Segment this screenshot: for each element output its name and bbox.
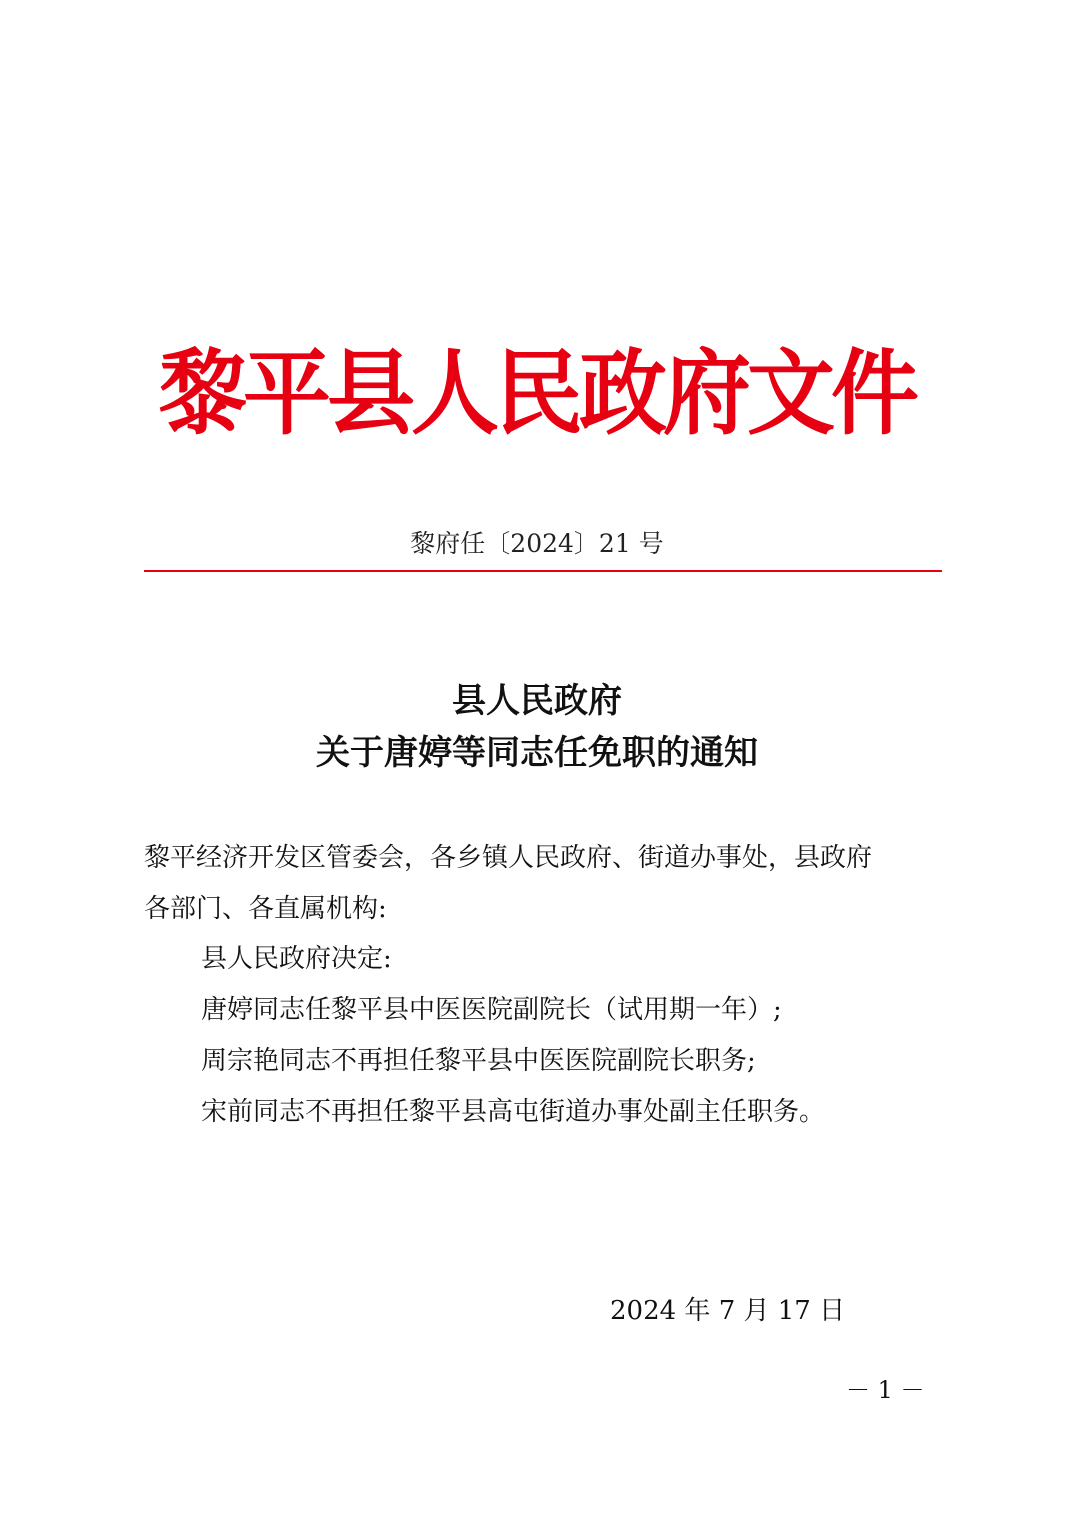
red-divider-line [144,570,942,572]
red-header-title: 黎平县人民政府文件 [158,338,915,448]
appointment-item-3: 宋前同志不再担任黎平县高屯街道办事处副主任职务。 [201,1097,826,1127]
recipients-line1: 黎平经济开发区管委会，各乡镇人民政府、街道办事处，县政府 [144,843,873,873]
issue-date: 2024 年 7 月 17 日 [610,1296,846,1326]
page-number: － 1 － [846,1376,925,1404]
recipients-line2: 各部门、各直属机构: [144,894,387,924]
notice-title-line1: 县人民政府 [452,681,622,721]
document-number: 黎府任〔2024〕21 号 [410,529,664,558]
appointment-item-2: 周宗艳同志不再担任黎平县中医医院副院长职务; [201,1046,756,1076]
decision-line: 县人民政府决定: [201,944,392,974]
appointment-item-1: 唐婷同志任黎平县中医医院副院长（试用期一年）; [201,995,782,1025]
notice-title-line2: 关于唐婷等同志任免职的通知 [316,733,758,773]
